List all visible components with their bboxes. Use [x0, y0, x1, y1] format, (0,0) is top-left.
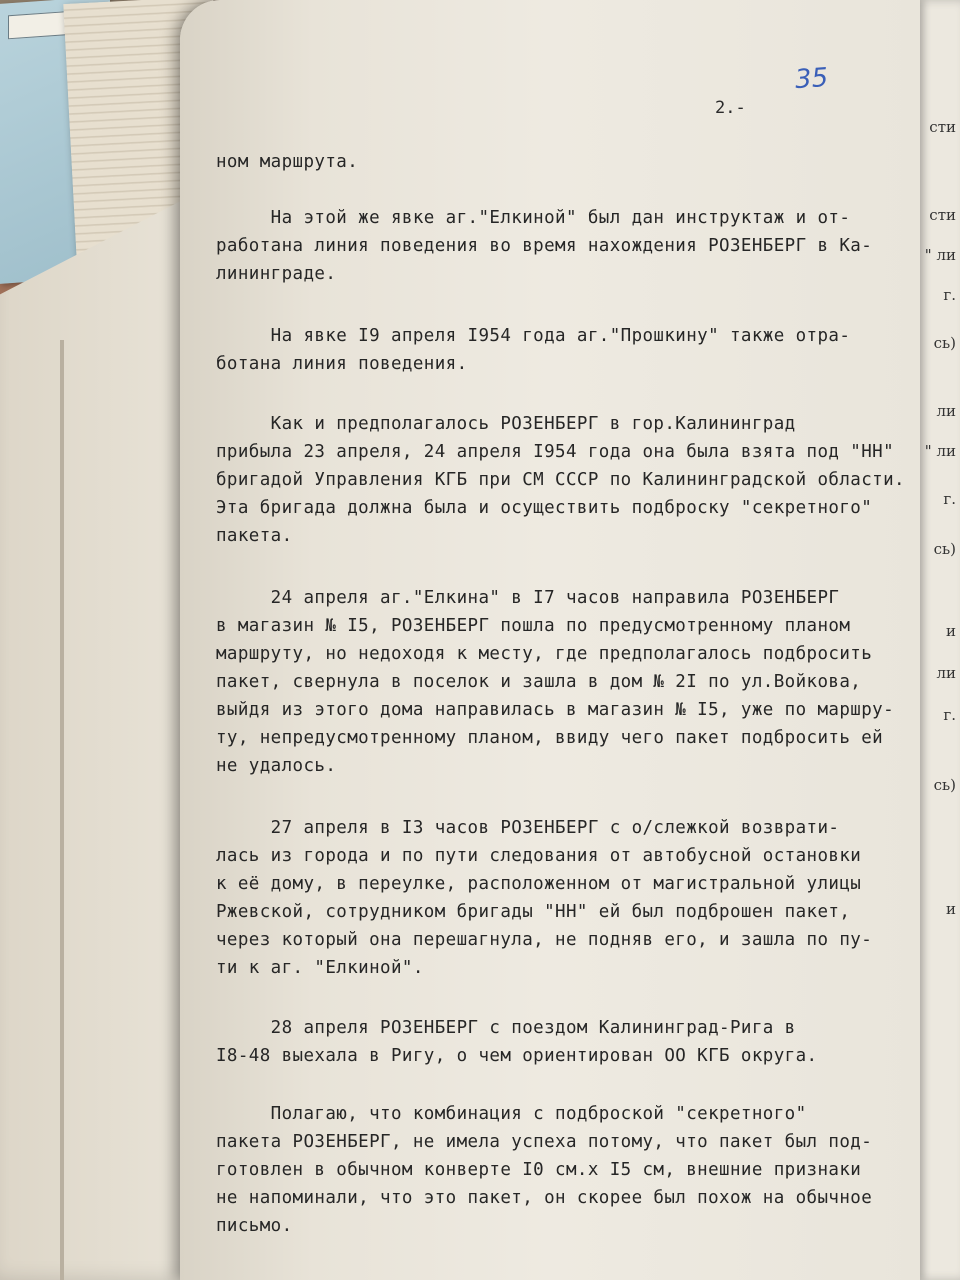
adjacent-text-fragment: и [946, 622, 956, 640]
text-line: ти к аг. "Елкиной". [216, 958, 424, 978]
text-line: через который она перешагнула, не подняв его, и зашла по пу- [216, 930, 873, 950]
adjacent-text-fragment: сь) [933, 334, 956, 352]
text-line: не удалось. [216, 756, 337, 776]
adjacent-text-fragment: " ли [924, 246, 956, 264]
text-line: маршруту, но недоходя к месту, где предполагалось подбросить [216, 644, 873, 664]
paragraph [216, 322, 916, 378]
page-edge [60, 340, 64, 1280]
text-line: работана линия поведения во время нахождения РОЗЕНБЕРГ в Ка- [216, 236, 873, 256]
adjacent-text-fragment: ли [936, 402, 956, 420]
text-line: в магазин № I5, РОЗЕНБЕРГ пошла по предусмотренному планом [216, 616, 851, 636]
adjacent-text-fragment: " ли [924, 442, 956, 460]
text-line: 28 апреля РОЗЕНБЕРГ с поездом Калининград-Рига в [216, 1018, 796, 1038]
adjacent-text-fragment: сь) [933, 540, 956, 558]
folder-label [8, 11, 70, 39]
text-line: ботана линия поведения. [216, 354, 468, 374]
text-line: к её дому, в переулке, расположенном от магистральной улицы [216, 874, 862, 894]
paragraph [216, 1100, 916, 1240]
text-line: Полагаю, что комбинация с подброской "секретного" [216, 1104, 807, 1124]
adjacent-text-fragment: и [946, 900, 956, 918]
text-line: не напоминали, что это пакет, он скорее был похож на обычное [216, 1188, 873, 1208]
adjacent-text-fragment: сти [929, 118, 956, 136]
text-line: Как и предполагалось РОЗЕНБЕРГ в гор.Калининград [216, 414, 796, 434]
text-line: На явке I9 апреля I954 года аг."Прошкину" также отра- [216, 326, 851, 346]
text-line: ном маршрута. [216, 152, 359, 172]
text-line: прибыла 23 апреля, 24 апреля I954 года она была взята под "НН" [216, 442, 895, 462]
adjacent-text-fragment: ли [936, 664, 956, 682]
page-number: 2.- [715, 98, 746, 118]
text-line: лининграде. [216, 264, 337, 284]
text-line: бригадой Управления КГБ при СМ СССР по Калининградской области. [216, 470, 905, 490]
adjacent-text-fragment: сти [929, 206, 956, 224]
text-line: письмо. [216, 1216, 293, 1236]
adjacent-text-fragment: г. [943, 706, 956, 724]
text-line: 27 апреля в I3 часов РОЗЕНБЕРГ с о/слежкой возврати- [216, 818, 840, 838]
text-line: готовлен в обычном конверте I0 см.х I5 см, внешние признаки [216, 1160, 862, 1180]
text-line: выйдя из этого дома направилась в магазин № I5, уже по маршру- [216, 700, 895, 720]
paragraph [216, 584, 916, 780]
archive-page-number: 35 [793, 62, 830, 96]
document-body [216, 148, 916, 1240]
adjacent-text-fragment: г. [943, 490, 956, 508]
text-line: пакет, свернула в поселок и зашла в дом № 2I по ул.Войкова, [216, 672, 862, 692]
paragraph [216, 1014, 916, 1070]
paragraph [216, 204, 916, 288]
typewritten-page [180, 0, 920, 1280]
text-line: пакета РОЗЕНБЕРГ, не имела успеха потому, что пакет был под- [216, 1132, 873, 1152]
paragraph [216, 410, 916, 550]
text-line: Ржевской, сотрудником бригады "НН" ей был подброшен пакет, [216, 902, 851, 922]
paragraph [216, 148, 916, 176]
text-line: На этой же явке аг."Елкиной" был дан инструктаж и от- [216, 208, 851, 228]
text-line: 24 апреля аг."Елкина" в I7 часов направила РОЗЕНБЕРГ [216, 588, 840, 608]
text-line: Эта бригада должна была и осуществить подброску "секретного" [216, 498, 873, 518]
adjacent-text-fragment: сь) [933, 776, 956, 794]
text-line: лась из города и по пути следования от автобусной остановки [216, 846, 862, 866]
paragraph [216, 814, 916, 982]
text-line: I8-48 выехала в Ригу, о чем ориентирован ОО КГБ округа. [216, 1046, 818, 1066]
adjacent-text-fragment: г. [943, 286, 956, 304]
text-line: пакета. [216, 526, 293, 546]
text-line: ту, непредусмотренному планом, ввиду чего пакет подбросить ей [216, 728, 884, 748]
